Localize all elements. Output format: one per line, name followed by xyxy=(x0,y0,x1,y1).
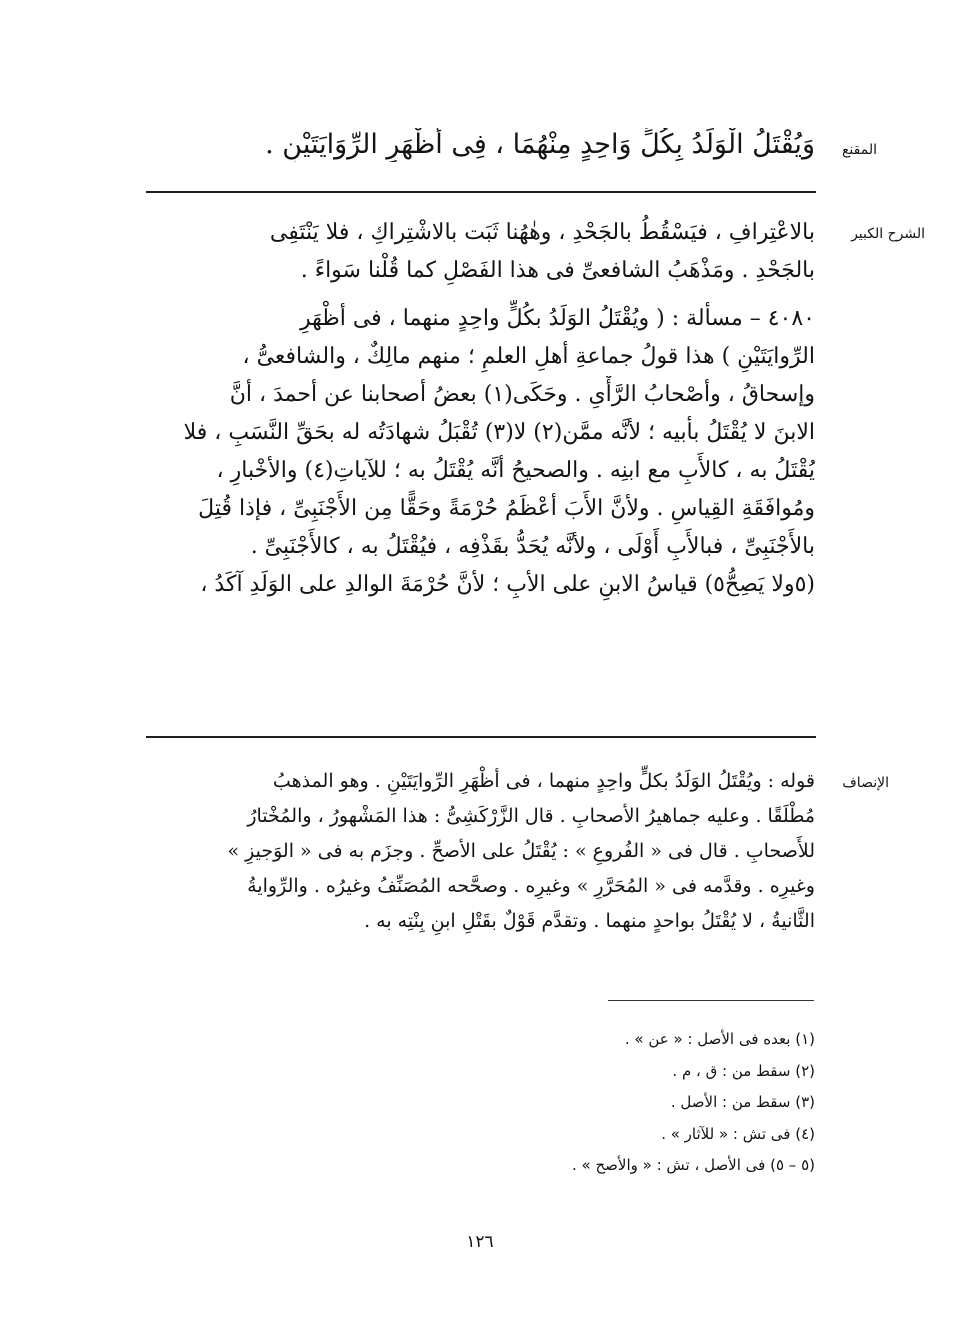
footnote: (٢) سقط من : ق ، م . xyxy=(672,1061,815,1080)
footnotes-block xyxy=(395,1024,815,1182)
footnote: (٣) سقط من : الأصل . xyxy=(670,1093,815,1111)
sharh-line: بالاعْتِرافِ ، فيَسْقُطُ بالجَحْدِ ، وهٰهُنا ثَبَت بالاشْتِراكِ ، فلا يَنْتَفِى xyxy=(269,220,815,245)
divider-sharh-insaf xyxy=(146,736,816,738)
sharh-text-block xyxy=(135,214,815,604)
insaf-line: للأَصحابِ . قال فى « الفُروعِ » : يُقْتَلُ على الأصحِّ . وجزَم به فى « الوَجيزِ » xyxy=(227,840,815,862)
muqni-line: وَيُقْتَلُ الْوَلَدُ بِكُلٍّ وَاحِدٍ مِنْهُمَا ، فِى أَظْهَرِ الرِّوَايَتَيْنِ . xyxy=(265,129,815,160)
insaf-line: وغيرِه . وقدَّمه فى « المُحَرَّرِ » وغيرِه . وصحَّحه المُصَنِّفُ وغيرُه . والرِّوايةُ xyxy=(247,875,815,897)
label-muqni: المقنع xyxy=(841,142,877,158)
footnote: (٤) فى تش : « للآثار » . xyxy=(661,1124,815,1143)
insaf-line: الثَّانيةُ ، لا يُقْتَلُ بواحدٍ منهما . وتقدَّم قَوْلٌ بقَتْلِ ابنِ بِنْتِه به . xyxy=(364,910,815,932)
insaf-line: قوله : ويُقْتَلُ الوَلَدُ بكلٍّ واحِدٍ منهما ، فى أظْهَرِ الرِّوايَتَيْنِ . وهو المذهبُ xyxy=(272,770,815,792)
page-number: ١٢٦ xyxy=(466,1232,494,1252)
sharh-line: بالأَجْنَبِىِّ ، فبالأَبِ أَوْلَى ، ولأنَّه يُحَدُّ بقَذْفِه ، فيُقْتَلُ به ، كالأَجْنَبِىِّ . xyxy=(250,534,815,559)
insaf-text-block xyxy=(135,764,815,939)
sharh-line: وإسحاقُ ، وأصْحابُ الرَّأْىِ . وحَكَى(١) بعضُ أصحابنا عن أحمدَ ، أنَّ xyxy=(229,382,815,407)
footnote: (٥ – ٥) فى الأصل ، تش : « والأصح » . xyxy=(572,1156,815,1174)
muqni-text-block xyxy=(215,128,815,162)
sharh-line: الرِّوايَتَيْنِ ) هذا قولُ جماعةِ أهلِ العلمِ ؛ منهم مالِكٌ ، والشافعىُّ ، xyxy=(242,344,815,369)
label-insaf: الإنصاف xyxy=(842,775,889,791)
divider-muqni-sharh xyxy=(146,191,816,193)
sharh-line: (٥ولا يَصِحُّ٥) قياسُ الابنِ على الأبِ ؛ لأنَّ حُرْمَةَ الوالدِ على الوَلَدِ آكَدُ ، xyxy=(200,572,815,597)
sharh-line: بالجَحْدِ . ومَذْهَبُ الشافعىِّ فى هذا الفَصْلِ كما قُلْنا سَواءً . xyxy=(300,258,815,283)
label-sharh-kabir: الشرح الكبير xyxy=(851,226,925,242)
sharh-line: ٤٠٨٠ – مسألة : ( ويُقْتَلُ الوَلَدُ بكُلٍّ واحِدٍ منهما ، فى أظْهَرِ xyxy=(299,306,815,331)
sharh-line: ومُوافَقَةِ القِياسِ . ولأنَّ الأَبَ أعْظَمُ حُرْمَةً وحَقًّا مِن الأَجْنَبِىِّ ، فإذا قُتِلَ xyxy=(198,496,815,521)
footnote: (١) بعده فى الأصل : « عن » . xyxy=(624,1030,815,1048)
insaf-line: مُطْلَقًا . وعليه جماهيرُ الأصحابِ . قال الزَّرْكَشِىُّ : هذا المَشْهورُ ، والمُخْتارُ xyxy=(247,805,815,827)
sharh-line: الابنَ لا يُقْتَلُ بأبيه ؛ لأنَّه ممَّن(٢) لا(٣) تُقْبَلُ شهادَتُه له بحَقِّ النَّسَبِ ، فلا xyxy=(183,420,815,445)
sharh-line: يُقْتَلُ به ، كالأَبِ مع ابنِه . والصحيحُ أنَّه يُقْتَلُ به ؛ للآياتِ(٤) والأخْبارِ ، xyxy=(216,458,815,483)
footnote-divider xyxy=(608,1000,814,1001)
